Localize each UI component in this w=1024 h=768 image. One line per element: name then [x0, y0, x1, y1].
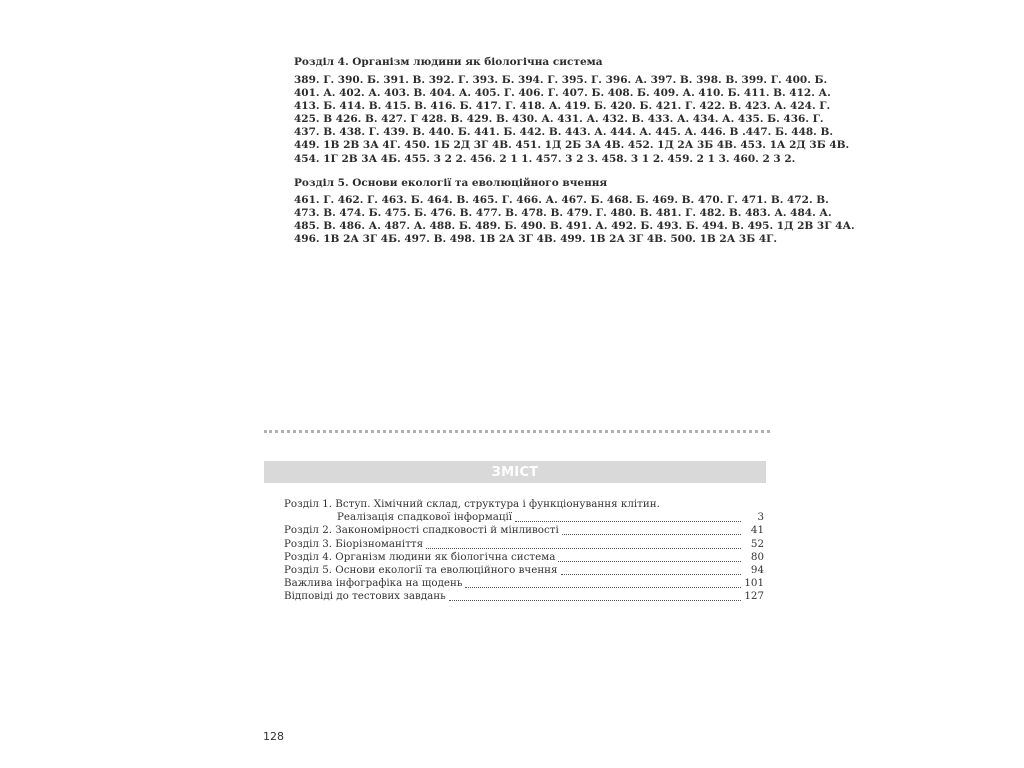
- answer-line: 449. 1В 2В 3А 4Г. 450. 1Б 2Д 3Г 4В. 451. 1Д 2Б 3А 4В. 452. 1Д 2А 3Б 4В. 453. 1А 2Д 3Б 4В.: [294, 139, 850, 152]
- section-4-answers: [294, 74, 850, 166]
- toc-entry[interactable]: [284, 590, 764, 603]
- answer-line: 389. Г. 390. Б. 391. В. 392. Г. 393. Б. 394. Г. 395. Г. 396. А. 397. В. 398. В. 399. Г. 400. Б.: [294, 74, 828, 86]
- answer-line: 461. Г. 462. Г. 463. Б. 464. В. 465. Г. 466. А. 467. Б. 468. Б. 469. В. 470. Г. 471. В. 472. В.: [294, 194, 829, 206]
- toc-entry[interactable]: [284, 577, 764, 590]
- dotted-divider: [264, 430, 770, 433]
- toc-leader-dots: [561, 566, 741, 575]
- toc-entry-text: Розділ 3. Біорізноманіття: [284, 537, 424, 550]
- answer-line: 473. В. 474. Б. 475. Б. 476. В. 477. В. 478. В. 479. Г. 480. В. 481. Г. 482. В. 483. А. 484. А.: [294, 207, 832, 220]
- answer-line: 496. 1В 2А 3Г 4Б. 497. В. 498. 1В 2А 3Г 4В. 499. 1В 2А 3Г 4В. 500. 1В 2А 3Б 4Г.: [294, 233, 778, 246]
- toc-entry-text: Розділ 4. Організм людини як біологічна система: [284, 550, 556, 563]
- toc-entry-text: Важлива інфографіка на щодень: [284, 577, 463, 590]
- answer-line: 425. В 426. В. 427. Г 428. В. 429. В. 430. А. 431. А. 432. В. 433. А. 434. А. 435. Б. 436. Г.: [294, 113, 824, 126]
- toc-entry[interactable]: [284, 538, 764, 551]
- toc-entry-page: 80: [750, 550, 764, 563]
- toc-header-title: ЗМІСТ: [491, 464, 539, 480]
- toc-entry-text: Відповіді до тестових завдань: [284, 590, 446, 603]
- toc-entry-page: 127: [744, 590, 764, 603]
- toc-entry[interactable]: [284, 511, 764, 524]
- toc-entry[interactable]: [284, 498, 764, 511]
- toc-entry-page: 41: [750, 524, 764, 537]
- toc-entry-text: Реалізація спадкової інформації: [337, 511, 513, 524]
- toc-entry-text: Розділ 2. Закономірності спадковості й мінливості: [284, 524, 559, 537]
- page-number: 128: [263, 730, 284, 743]
- toc-leader-dots: [515, 513, 741, 522]
- toc-header-bar: [264, 461, 766, 483]
- toc-entry[interactable]: [284, 564, 764, 577]
- answer-line: 401. А. 402. А. 403. В. 404. А. 405. Г. 406. Г. 407. Б. 408. Б. 409. А. 410. Б. 411. В. 412. А.: [294, 87, 831, 100]
- section-5-title: Розділ 5. Основи екології та еволюційного вчення: [294, 177, 608, 189]
- toc-entry-text: Розділ 5. Основи екології та еволюційного вчення: [284, 563, 558, 576]
- toc-leader-dots: [449, 592, 741, 601]
- answer-line: 485. В. 486. А. 487. А. 488. Б. 489. Б. 490. В. 491. А. 492. Б. 493. Б. 494. В. 495. 1Д 2В 3Г 4А.: [294, 220, 855, 233]
- toc-leader-dots: [562, 526, 741, 535]
- toc-leader-dots: [426, 540, 741, 549]
- toc-leader-dots: [465, 579, 741, 588]
- toc-entry-page: 3: [757, 511, 764, 524]
- toc-entry-page: 52: [750, 537, 764, 550]
- section-5-answers: [294, 194, 855, 246]
- table-of-contents: [284, 498, 764, 604]
- toc-entry-text: Розділ 1. Вступ. Хімічний склад, структура і функціонування клітин.: [284, 498, 660, 510]
- toc-leader-dots: [558, 553, 741, 562]
- toc-entry[interactable]: [284, 524, 764, 537]
- answer-line: 413. Б. 414. В. 415. В. 416. Б. 417. Г. 418. А. 419. Б. 420. Б. 421. Г. 422. В. 423. А. 424. Г.: [294, 100, 831, 113]
- section-4-title: Розділ 4. Організм людини як біологічна система: [294, 56, 603, 68]
- toc-entry-page: 94: [750, 563, 764, 576]
- answer-line: 437. В. 438. Г. 439. В. 440. Б. 441. Б. 442. В. 443. А. 444. А. 445. А. 446. В .447. Б. 448. В.: [294, 126, 834, 139]
- answer-line: 454. 1Г 2В 3А 4Б. 455. 3 2 2. 456. 2 1 1. 457. 3 2 3. 458. 3 1 2. 459. 2 1 3. 460. 2 3 2.: [294, 152, 796, 165]
- toc-entry[interactable]: [284, 551, 764, 564]
- toc-entry-page: 101: [744, 577, 764, 590]
